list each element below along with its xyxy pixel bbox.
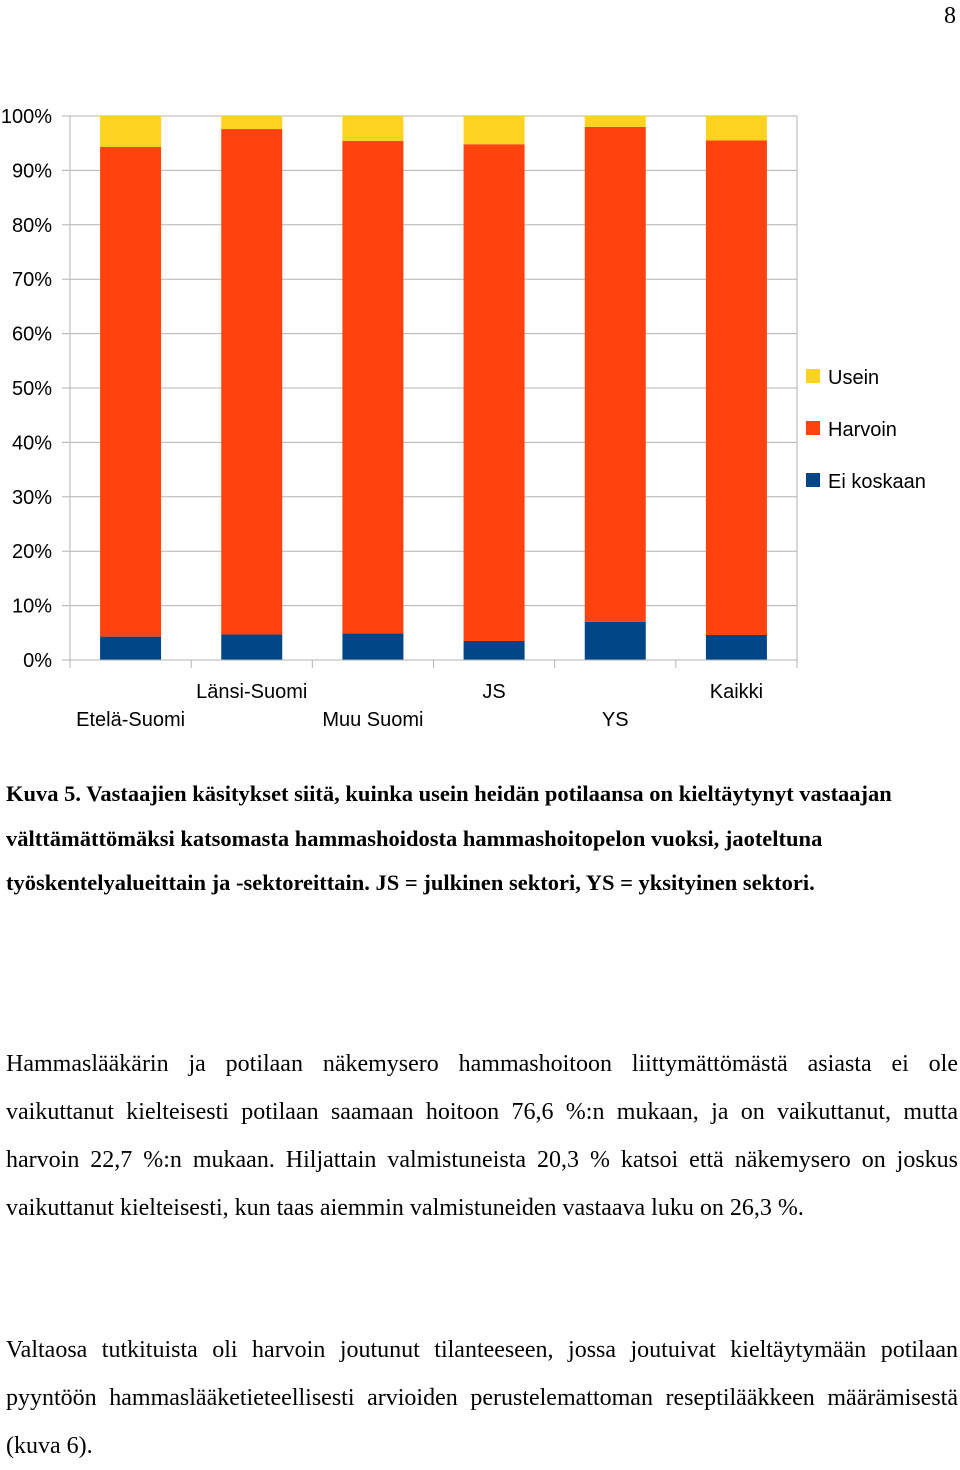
legend-label: Ei koskaan xyxy=(828,471,926,493)
y-tick-label: 30% xyxy=(11,486,52,509)
legend-label: Usein xyxy=(828,367,880,389)
x-category-label: Muu Suomi xyxy=(322,709,424,731)
page-number: 8 xyxy=(944,3,956,29)
y-tick-label: 20% xyxy=(11,541,52,564)
bar-harvoin xyxy=(706,140,767,634)
y-tick-label: 40% xyxy=(11,432,52,455)
body-paragraph-1: Hammaslääkärin ja potilaan näkemysero hammashoitoon liittymättömästä asiasta ei ole vaikuttanut kielteisesti potilaan saamaan hoitoon 76,6 %:n mukaan, ja on vaikuttanut, mutta harvoin 22,7 %:n mukaan. Hiljattain valmistuneista 20,3 % katsoi että näkemysero on joskus vaikuttanut kielteisesti, kun taas aiemmin valmistuneiden vastaava luku on 26,3 %. xyxy=(6,1051,958,1221)
x-category-label: Kaikki xyxy=(709,681,764,703)
bar-harvoin xyxy=(585,127,646,622)
bar-usein xyxy=(464,116,525,144)
bar-usein xyxy=(706,116,767,140)
x-category-label: JS xyxy=(482,681,506,703)
y-tick-label: 100% xyxy=(0,106,52,128)
figure-caption: Kuva 5. Vastaajien käsitykset siitä, kuinka usein heidän potilaansa on kieltäytynyt vastaajan välttämättömäksi katsomasta hammashoidosta hammashoitopelon vuoksi, jaoteltuna työskentelyalueittain ja -sektoreittain. JS = julkinen sektori, YS = yksityinen sektori. xyxy=(6,781,892,895)
bar-harvoin xyxy=(342,141,403,633)
bar-usein xyxy=(585,116,646,127)
x-category-label: Länsi-Suomi xyxy=(196,681,308,703)
y-tick-label: 70% xyxy=(11,269,52,292)
y-tick-label: 90% xyxy=(11,160,52,183)
x-category-label: YS xyxy=(601,709,629,731)
legend-label: Harvoin xyxy=(828,419,897,441)
legend-swatch xyxy=(806,421,820,435)
bar-ei-koskaan xyxy=(706,635,767,660)
x-category-label: Etelä-Suomi xyxy=(76,709,186,731)
y-axis-tick-labels xyxy=(1,106,52,672)
chart-legend xyxy=(806,367,926,493)
y-tick-label: 10% xyxy=(11,595,52,618)
bar-harvoin xyxy=(464,144,525,641)
y-tick-label: 50% xyxy=(11,378,52,400)
chart-gridlines xyxy=(70,116,797,606)
chart-axes xyxy=(62,116,797,668)
bar-ei-koskaan xyxy=(342,633,403,660)
bar-ei-koskaan xyxy=(464,641,525,660)
bar-harvoin xyxy=(100,147,161,637)
bar-usein xyxy=(100,116,161,147)
bar-usein xyxy=(342,116,403,141)
y-tick-label: 80% xyxy=(11,214,52,237)
legend-swatch xyxy=(806,473,820,487)
y-tick-label: 60% xyxy=(11,323,52,346)
body-paragraph-2: Valtaosa tutkituista oli harvoin joutunut tilanteeseen, jossa joutuivat kieltäytymään potilaan pyyntöön hammaslääketieteellisesti arvioiden perustelemattoman reseptilääkkeen määrämisestä (kuva 6). xyxy=(6,1337,958,1459)
bar-ei-koskaan xyxy=(221,634,282,660)
bar-ei-koskaan xyxy=(585,622,646,660)
x-axis-category-labels xyxy=(76,681,763,731)
bar-ei-koskaan xyxy=(100,637,161,660)
bar-usein xyxy=(221,116,282,129)
y-tick-label: 0% xyxy=(23,650,52,672)
legend-swatch xyxy=(806,369,820,383)
bar-harvoin xyxy=(221,129,282,634)
